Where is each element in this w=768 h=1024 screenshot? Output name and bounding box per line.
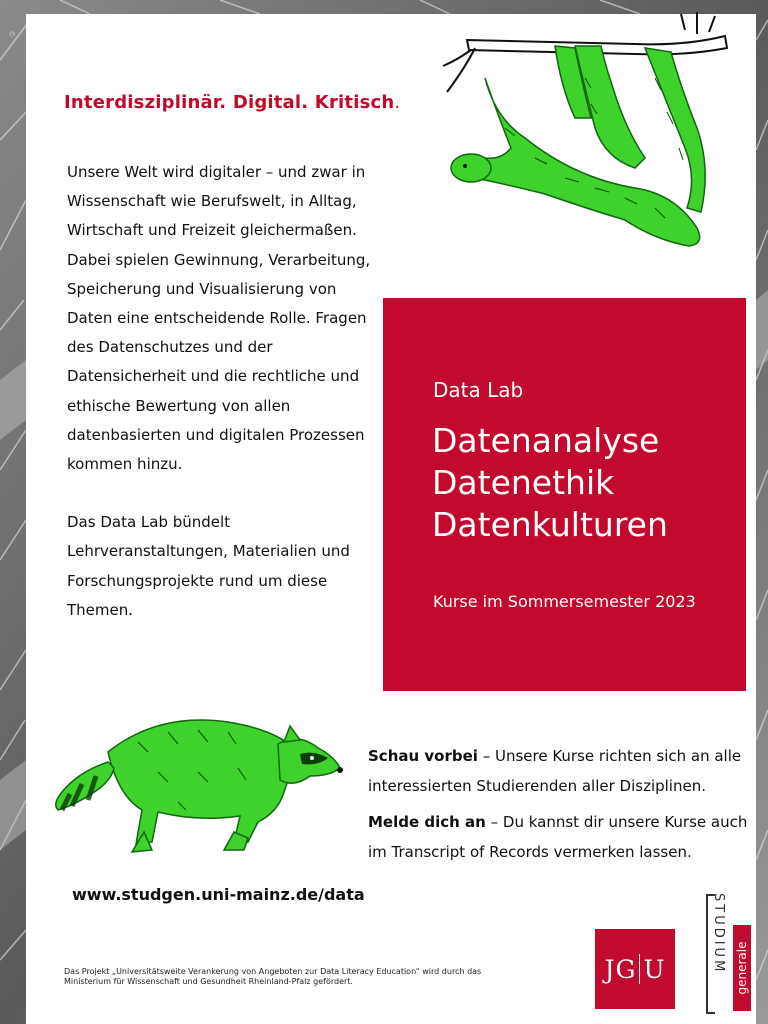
intro-paragraph-1: Unsere Welt wird digitaler – und zwar in Wissenschaft wie Berufswelt, in Alltag, Wirtschaft und Freizeit gleichermaßen. Dabei spielen Gewinnung, Verarbeitung, Speicherung und Visualisierung von Daten eine entscheidende Rolle. Fragen des Datenschutzes und der Datensicherheit und die rechtliche und ethische Bewertung von allen datenbasierten und digitalen Prozessen kommen hinzu.	[67, 163, 371, 474]
cta-register-bold: Melde dich an	[368, 813, 486, 831]
cta-visit	[368, 742, 748, 801]
intro-text	[67, 158, 377, 625]
website-url[interactable]: www.studgen.uni-mainz.de/data	[72, 885, 365, 904]
studium-label: STUDIUM	[711, 893, 726, 975]
topic-datenethik: Datenethik	[432, 463, 615, 502]
data-lab-box	[383, 298, 746, 691]
cta-visit-bold: Schau vorbei	[368, 747, 478, 765]
tagline	[64, 92, 400, 113]
topic-datenkulturen: Datenkulturen	[432, 505, 668, 544]
generale-label: generale	[735, 941, 749, 995]
corner-mark: ©	[7, 30, 16, 38]
cta-visit-text: – Unsere Kurse richten sich an alle interessierten Studierenden aller Disziplinen.	[368, 747, 742, 795]
topic-datenanalyse: Datenanalyse	[432, 421, 660, 460]
generale-block	[733, 925, 751, 1011]
cta-register-text: – Du kannst dir unsere Kurse auch im Transcript of Records vermerken lassen.	[368, 813, 748, 861]
tagline-period: .	[394, 92, 401, 113]
topic-list	[432, 420, 668, 546]
tagline-text: Interdisziplinär. Digital. Kritisch	[64, 92, 395, 113]
funding-footnote: Das Projekt „Universitätsweite Verankerung von Angeboten zur Data Literacy Education“ wird durch das Ministerium für Wissenschaft und Gesundheit Rheinland-Pfalz gefördert.	[64, 967, 482, 986]
jgu-logo	[595, 929, 675, 1009]
sloth-body	[451, 46, 705, 246]
jgu-logo-left: JG	[604, 954, 637, 984]
semester-label: Kurse im Sommersemester 2023	[433, 592, 696, 611]
raccoon-body	[56, 720, 340, 852]
call-to-action	[368, 742, 748, 874]
jgu-logo-divider	[639, 954, 640, 984]
sloth-illustration	[435, 8, 735, 253]
studium-generale-logo	[705, 893, 753, 1015]
jgu-logo-right: U	[643, 954, 666, 984]
raccoon-illustration	[48, 692, 348, 867]
cta-register	[368, 808, 748, 867]
intro-paragraph-2: Das Data Lab bündelt Lehrveranstaltungen, Materialien und Forschungsprojekte rund um diese Themen.	[67, 513, 350, 619]
data-lab-label: Data Lab	[433, 378, 524, 402]
